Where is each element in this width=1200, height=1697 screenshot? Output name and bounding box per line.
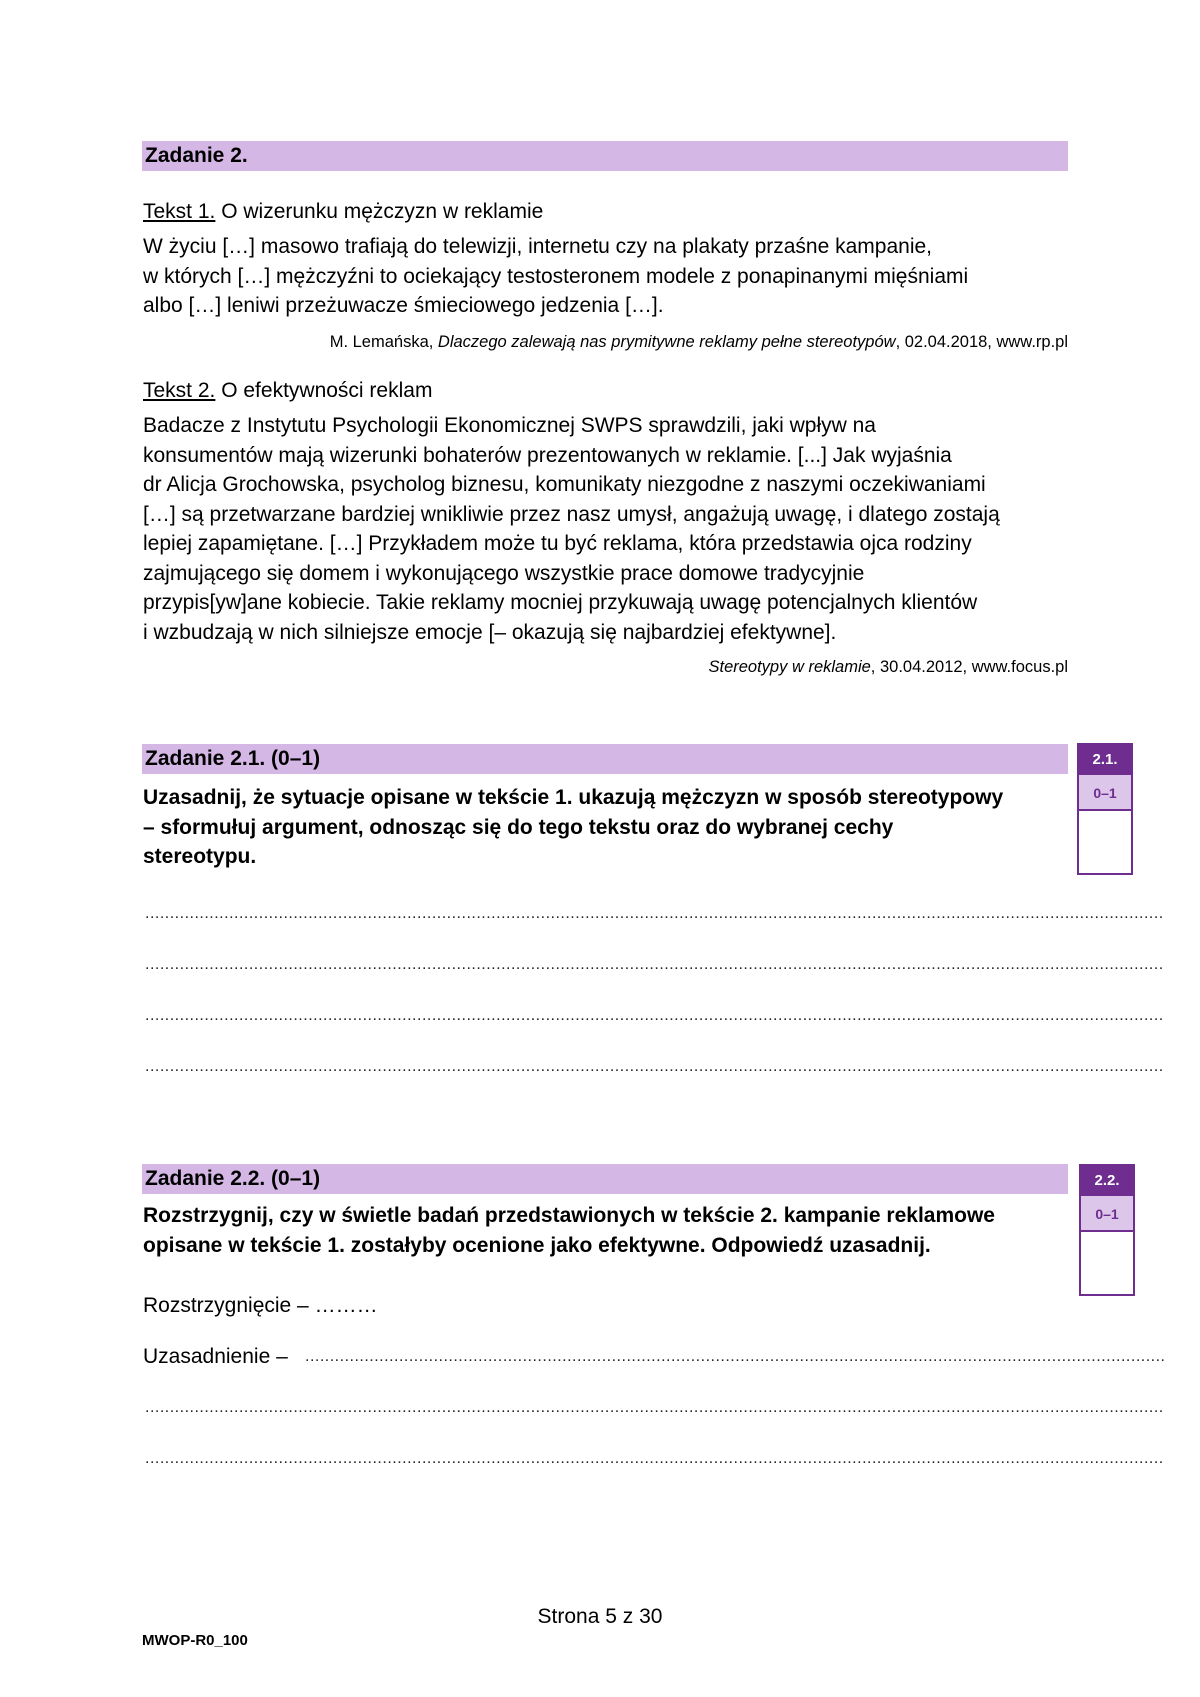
answer-line[interactable]: .............................................................................................................................................................................................................. — [145, 956, 1164, 973]
score-id-2-1: 2.1. — [1079, 745, 1131, 775]
task-2-header — [142, 141, 1068, 171]
text-1-source — [142, 333, 1068, 352]
text-2-line: zajmującego się domem i wykonującego wszystkie prace domowe tradycyjnie — [143, 561, 865, 585]
instruction-line: Uzasadnij, że sytuacje opisane w tekście 1. ukazują mężczyzn w sposób stereotypowy — [143, 786, 1004, 809]
score-range-2-2: 0–1 — [1081, 1196, 1133, 1232]
text-2-line: i wzbudzają w nich silniejsze emocje [– okazują się najbardziej efektywne]. — [143, 620, 837, 644]
text-1-line: w których […] mężczyźni to ociekający testosteronem modele z ponapinanymi mięśniami — [143, 264, 969, 288]
answer-line[interactable]: .............................................................................................................................................................................................................. — [145, 1058, 1164, 1075]
text-1-line: W życiu […] masowo trafiają do telewizji, internetu czy na plakaty przaśne kampanie, — [143, 235, 933, 258]
text-2-source-date: , 30.04.2012, www.focus.pl — [870, 658, 1068, 676]
text-2-source-title: Stereotypy w reklamie — [708, 658, 871, 676]
task-2-1-header — [142, 744, 1068, 774]
text-1-heading — [143, 197, 543, 227]
text-2-line: lepiej zapamiętane. […] Przykładem może tu być reklama, która przedstawia ojca rodziny — [143, 532, 972, 555]
page-number: Strona 5 z 30 — [537, 1605, 663, 1628]
text-2-source — [142, 658, 1068, 677]
instruction-line: stereotypu. — [143, 845, 257, 868]
text-2-title: O efektywności reklam — [215, 379, 433, 402]
score-id-2-2: 2.2. — [1081, 1166, 1133, 1196]
answer-line[interactable]: .............................................................................................................................................................................................................. — [145, 1007, 1164, 1024]
instruction-line: Rozstrzygnij, czy w świetle badań przedstawionych w tekście 2. kampanie reklamowe — [143, 1204, 995, 1227]
text-2-line: dr Alicja Grochowska, psycholog biznesu, komunikaty niezgodne z naszymi oczekiwaniami — [143, 473, 986, 496]
score-box-2-1 — [1077, 743, 1133, 875]
task-2-2-header — [142, 1164, 1068, 1194]
instruction-line: – sformułuj argument, odnosząc się do tego tekstu oraz do wybranej cechy — [143, 815, 894, 839]
text-2-body — [143, 411, 1000, 647]
text-1-line: albo […] leniwi przeżuwacze śmieciowego jedzenia […]. — [143, 294, 664, 317]
decision-label: Rozstrzygnięcie – ……… — [143, 1294, 378, 1317]
text-2-line: Badacze z Instytutu Psychologii Ekonomicznej SWPS sprawdzili, jaki wpływ na — [143, 414, 876, 437]
task-2-1-title: Zadanie 2.1. (0–1) — [145, 747, 321, 770]
exam-code: MWOP-R0_100 — [142, 1632, 248, 1649]
task-2-2-instruction — [143, 1201, 995, 1260]
score-field-2-1[interactable] — [1079, 811, 1131, 873]
text-2-heading — [143, 376, 432, 406]
text-1-title: O wizerunku mężczyzn w reklamie — [215, 200, 544, 223]
score-field-2-2[interactable] — [1081, 1232, 1133, 1294]
answer-line[interactable]: .............................................................................................................................................................................................................. — [145, 1399, 1164, 1416]
score-box-2-2 — [1079, 1164, 1135, 1296]
answer-line[interactable]: .............................................................................................................................................................................................................. — [145, 1450, 1164, 1467]
text-1-label: Tekst 1. — [143, 200, 216, 223]
task-2-2-title: Zadanie 2.2. (0–1) — [145, 1167, 321, 1190]
task-2-title: Zadanie 2. — [145, 144, 248, 167]
task-2-1-instruction — [143, 783, 1003, 872]
instruction-line: opisane w tekście 1. zostałyby ocenione jako efektywne. Odpowiedź uzasadnij. — [143, 1233, 931, 1257]
text-2-line: przypis[yw]ane kobiecie. Takie reklamy mocniej przykuwają uwagę potencjalnych klientów — [143, 591, 978, 614]
text-2-label: Tekst 2. — [143, 379, 216, 402]
text-1-source-date: , 02.04.2018, www.rp.pl — [895, 333, 1068, 351]
text-1-source-author: M. Lemańska, — [329, 333, 438, 351]
text-1-body — [143, 232, 968, 321]
text-2-line: […] są przetwarzane bardziej wnikliwie przez nasz umysł, angażują uwagę, i dlatego zostają — [143, 502, 1000, 526]
answer-line[interactable]: .............................................................................................................................................................................. — [305, 1348, 1166, 1365]
text-1-source-title: Dlaczego zalewają nas prymitywne reklamy pełne stereotypów — [437, 333, 896, 351]
answer-line[interactable]: .............................................................................................................................................................................................................. — [145, 905, 1164, 922]
text-2-line: konsumentów mają wizerunki bohaterów prezentowanych w reklamie. [...] Jak wyjaśnia — [143, 443, 952, 467]
justification-label: Uzasadnienie – — [143, 1345, 288, 1368]
score-range-2-1: 0–1 — [1079, 775, 1131, 811]
